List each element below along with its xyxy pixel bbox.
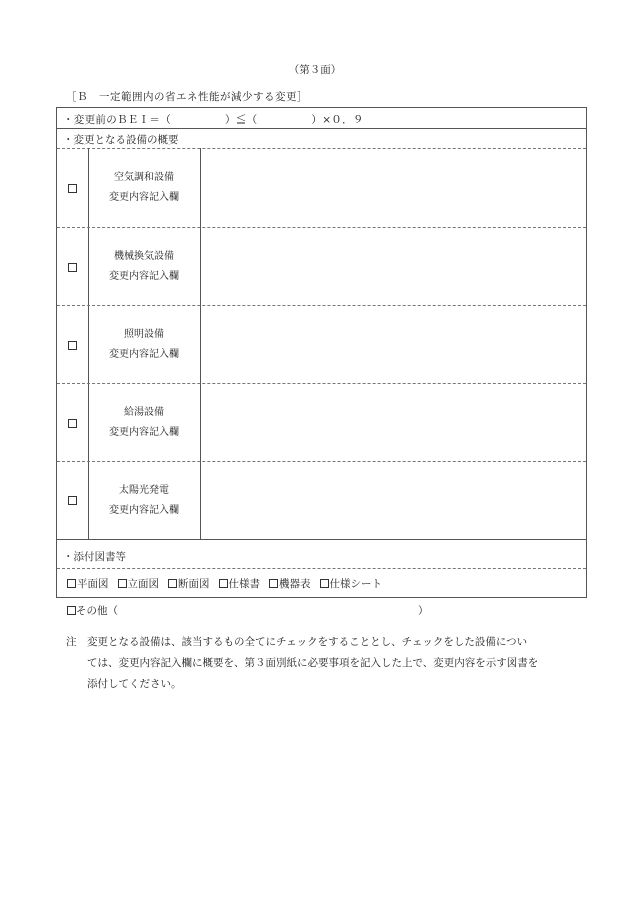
overview-heading: ・変更となる設備の概要 [63, 134, 179, 146]
equipment-name: 太陽光発電 [119, 484, 169, 496]
equipment-sub: 変更内容記入欄 [109, 192, 179, 203]
checkbox-icon[interactable] [68, 263, 77, 272]
form-table [56, 107, 587, 617]
equipment-checkbox-lighting[interactable] [57, 306, 88, 384]
attachment-label: 機器表 [279, 578, 311, 590]
equipment-input-air-conditioning[interactable] [200, 149, 586, 227]
equipment-name: 給湯設備 [124, 407, 164, 418]
equipment-checkbox-hot-water[interactable] [57, 384, 88, 462]
equipment-label [88, 306, 200, 384]
divider [57, 128, 586, 129]
note-line: ては、変更内容記入欄に概要を、第３面別紙に必要事項を記入した上で、変更内容を示す図書を [66, 657, 539, 669]
equipment-sub: 変更内容記入欄 [109, 271, 179, 282]
checkbox-icon[interactable] [68, 496, 77, 505]
attachment-spec-sheet[interactable] [320, 576, 383, 591]
note [66, 632, 591, 695]
equipment-input-lighting[interactable] [200, 306, 586, 384]
attachment-other[interactable] [67, 603, 429, 618]
attachment-label: 立面図 [127, 578, 159, 590]
attachment-equipment-table[interactable] [269, 576, 311, 591]
checkbox-icon[interactable] [320, 579, 329, 588]
note-line: 注 変更となる設備は、該当するもの全てにチェックをすることとし、チェックをした設備につい [66, 636, 528, 648]
equipment-sub: 変更内容記入欄 [109, 427, 179, 438]
equipment-sub: 変更内容記入欄 [109, 349, 179, 360]
bei-formula[interactable]: ・変更前のＢＥＩ＝（ ）≦（ ）×０．９ [63, 114, 364, 126]
equipment-input-ventilation[interactable] [200, 228, 586, 306]
checkbox-icon[interactable] [118, 579, 127, 588]
attachment-label: 平面図 [77, 578, 109, 590]
equipment-input-solar[interactable] [200, 462, 586, 539]
attachment-elevation[interactable] [118, 576, 160, 591]
checkbox-icon[interactable] [68, 184, 77, 193]
equipment-name: 空気調和設備 [114, 172, 174, 183]
divider [57, 539, 586, 540]
divider [57, 568, 586, 569]
equipment-name: 機械換気設備 [114, 251, 174, 262]
equipment-name: 照明設備 [124, 329, 164, 340]
note-line: 添付してください。 [66, 678, 182, 690]
attachment-label: 仕様書 [228, 578, 260, 590]
other-close: ） [418, 605, 429, 617]
checkbox-icon[interactable] [219, 579, 228, 588]
checkbox-icon[interactable] [269, 579, 278, 588]
equipment-sub: 変更内容記入欄 [109, 504, 179, 516]
equipment-input-hot-water[interactable] [200, 384, 586, 462]
attachments-list [67, 576, 382, 591]
attachment-floor-plan[interactable] [67, 576, 109, 591]
page-label: （第３面） [288, 64, 342, 76]
equipment-label [88, 462, 200, 539]
attachments-heading: ・添付図書等 [63, 551, 126, 563]
checkbox-icon[interactable] [68, 419, 77, 428]
equipment-checkbox-ventilation[interactable] [57, 228, 88, 306]
equipment-label [88, 149, 200, 227]
attachment-label: 仕様シート [329, 578, 382, 590]
attachment-label: 断面図 [178, 578, 210, 590]
attachment-specification[interactable] [219, 576, 261, 591]
other-label: その他（ [76, 605, 118, 617]
section-title: ［Ｂ 一定範囲内の省エネ性能が減少する変更］ [66, 91, 308, 103]
checkbox-icon[interactable] [68, 341, 77, 350]
attachment-section[interactable] [168, 576, 210, 591]
equipment-checkbox-air-conditioning[interactable] [57, 149, 88, 227]
checkbox-icon[interactable] [67, 579, 76, 588]
checkbox-icon[interactable] [67, 606, 76, 615]
equipment-label [88, 228, 200, 306]
equipment-label [88, 384, 200, 462]
checkbox-icon[interactable] [168, 579, 177, 588]
equipment-checkbox-solar[interactable] [57, 462, 88, 539]
